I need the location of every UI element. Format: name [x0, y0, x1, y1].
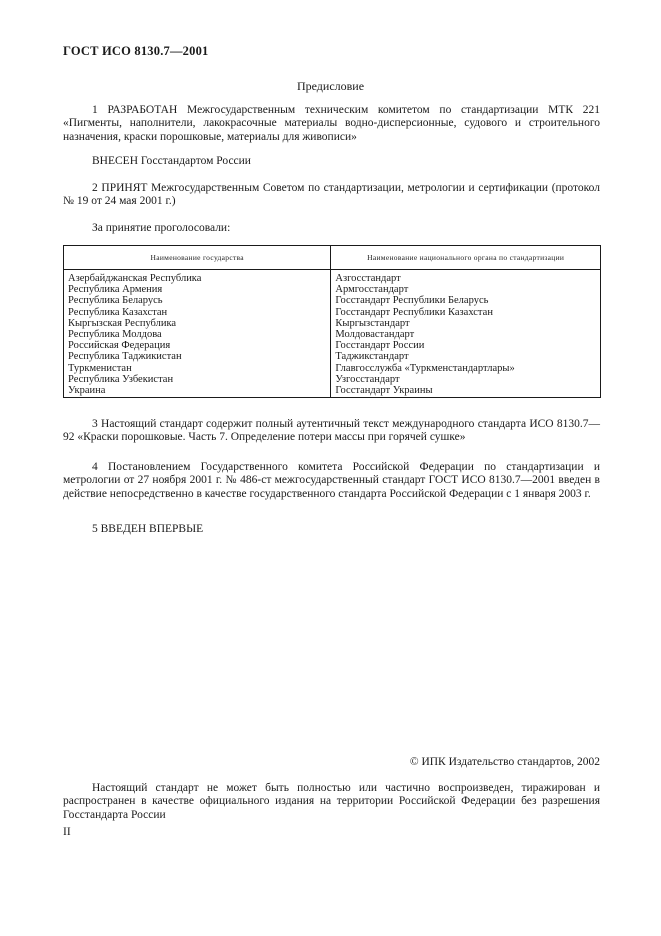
paragraph-voted-intro: За принятие проголосовали: [92, 222, 231, 234]
table-row [64, 329, 601, 340]
national-body-name: Госстандарт Украины [331, 385, 601, 398]
national-body-name: Главгосслужба «Туркменстандартлары» [331, 363, 601, 374]
paragraph-adopted-by: 2 ПРИНЯТ Межгосударственным Советом по стандартизации, метрологии и сертификации (протокол № 19 от 24 мая 2001 г.) [63, 182, 600, 208]
state-name: Украина [64, 385, 331, 398]
state-name: Азербайджанская Республика [64, 270, 331, 285]
paragraph-developed-by: 1 РАЗРАБОТАН Межгосударственным техническим комитетом по стандартизации МТК 221 «Пигменты, наполнители, лакокрасочные материалы водно-дисперсионные, судового и строительного назначения, краски порошковые, материалы для живописи» [63, 104, 600, 143]
table-row [64, 295, 601, 306]
paragraph-introduced-by: ВНЕСЕН Госстандартом России [92, 155, 251, 167]
national-body-name: Азгосстандарт [331, 270, 601, 285]
copyright-notice: © ИПК Издательство стандартов, 2002 [409, 756, 600, 768]
table-row [64, 270, 601, 285]
state-name: Республика Беларусь [64, 295, 331, 306]
national-body-name: Госстандарт Республики Казахстан [331, 307, 601, 318]
paragraph-enactment: 4 Постановлением Государственного комитета Российской Федерации по стандартизации и метрологии от 27 ноября 2001 г. № 486-ст межгосударственный стандарт ГОСТ ИСО 8130.7—2001 введен в действие непосредственно в качестве государственного стандарта Российской Федерации с 1 января 2003 г. [63, 461, 600, 500]
state-name: Республика Молдова [64, 329, 331, 340]
table-row [64, 385, 601, 398]
state-name: Республика Таджикистан [64, 351, 331, 362]
table-row [64, 374, 601, 385]
state-name: Российская Федерация [64, 340, 331, 351]
column-header-national-body: Наименование национального органа по стандартизации [331, 246, 601, 270]
national-body-name: Госстандарт Республики Беларусь [331, 295, 601, 306]
national-body-name: Узгосстандарт [331, 374, 601, 385]
national-body-name: Молдовастандарт [331, 329, 601, 340]
state-name: Республика Узбекистан [64, 374, 331, 385]
national-body-name: Кыргызстандарт [331, 318, 601, 329]
table-row [64, 351, 601, 362]
table-header-row [64, 246, 601, 270]
table-row [64, 363, 601, 374]
national-body-name: Госстандарт России [331, 340, 601, 351]
table-row [64, 318, 601, 329]
state-name: Кыргызская Республика [64, 318, 331, 329]
state-name: Республика Казахстан [64, 307, 331, 318]
national-body-name: Таджикстандарт [331, 351, 601, 362]
page-number: II [63, 826, 71, 838]
voting-states-table [63, 245, 601, 398]
paragraph-reproduction-notice: Настоящий стандарт не может быть полностью или частично воспроизведен, тиражирован и распространен в качестве официального издания на территории Российской Федерации без разрешения Госстандарта России [63, 782, 600, 821]
state-name: Республика Армения [64, 284, 331, 295]
state-name: Туркменистан [64, 363, 331, 374]
table-row [64, 307, 601, 318]
national-body-name: Армгосстандарт [331, 284, 601, 295]
table-row [64, 340, 601, 351]
standard-code-header: ГОСТ ИСО 8130.7—2001 [63, 44, 209, 58]
paragraph-authentic-text: 3 Настоящий стандарт содержит полный аутентичный текст международного стандарта ИСО 8130.7—92 «Краски порошковые. Часть 7. Определение потери массы при горячей сушке» [63, 418, 600, 444]
section-title: Предисловие [296, 79, 365, 93]
paragraph-first-introduced: 5 ВВЕДЕН ВПЕРВЫЕ [92, 523, 204, 535]
column-header-state: Наименование государства [64, 246, 331, 270]
table-row [64, 284, 601, 295]
